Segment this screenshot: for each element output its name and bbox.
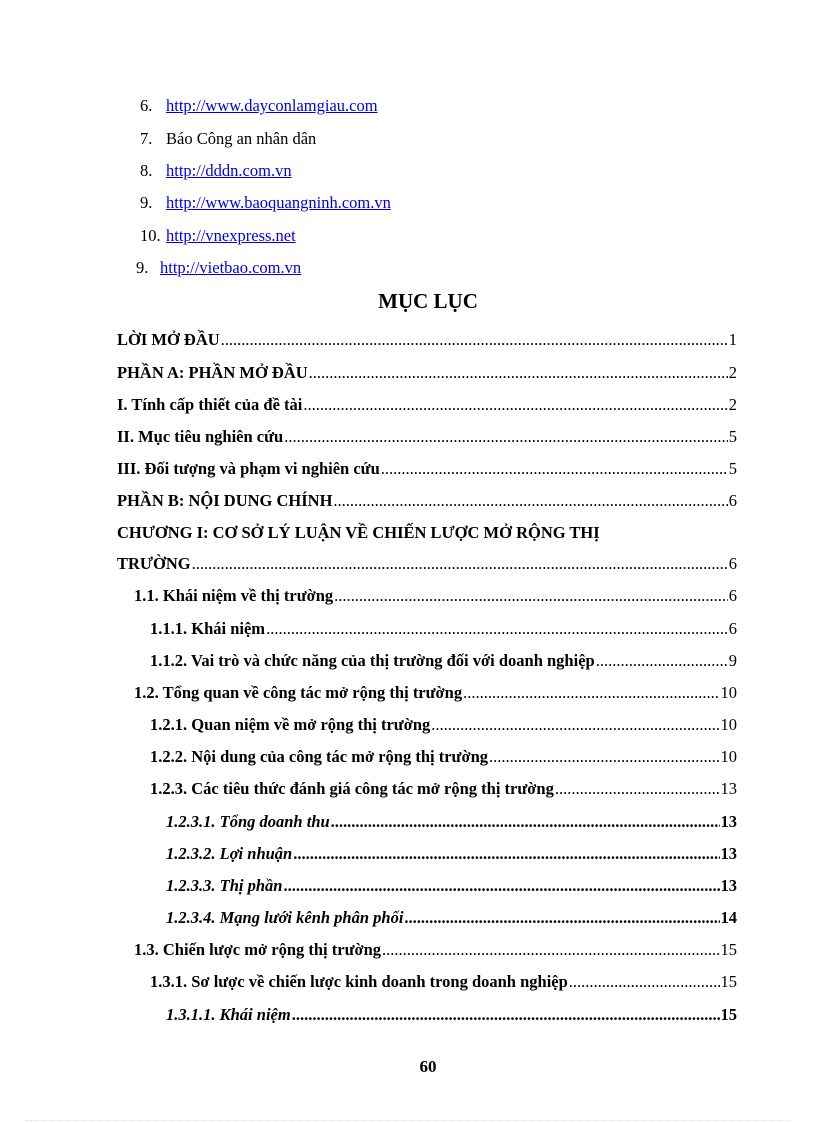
toc-entry-title: 1.2. Tổng quan về công tác mở rộng thị trường xyxy=(134,683,463,702)
toc-entry-title: CHƯƠNG I: CƠ SỞ LÝ LUẬN VỀ CHIẾN LƯỢC MỞ RỘNG THỊ xyxy=(117,523,600,542)
toc-entry[interactable] xyxy=(150,778,737,800)
toc-entry-page: 15 xyxy=(720,1005,737,1024)
toc-entry-title: 1.3.1. Sơ lược về chiến lược kinh doanh trong doanh nghiệp xyxy=(150,972,568,991)
toc-entry-title: PHẦN A: PHẦN MỞ ĐẦU xyxy=(117,363,308,382)
toc-entry-page: 13 xyxy=(720,844,737,863)
toc-entry-title: LỜI MỞ ĐẦU xyxy=(117,330,220,349)
toc-entry-page: 1 xyxy=(728,330,737,349)
toc-entry[interactable] xyxy=(117,458,737,480)
toc-entry[interactable] xyxy=(150,618,737,640)
page-number: 60 xyxy=(419,1057,437,1076)
page-bottom-border xyxy=(26,1120,790,1121)
reference-link[interactable]: http://dddn.com.vn xyxy=(166,161,292,180)
toc-entry-page: 5 xyxy=(728,459,737,478)
toc-entry-title: TRƯỜNG xyxy=(117,554,191,573)
reference-item xyxy=(136,258,301,278)
toc-entry-title: 1.2.3.3. Thị phần xyxy=(166,876,283,895)
toc-entry-title: 1.2.1. Quan niệm về mở rộng thị trường xyxy=(150,715,431,734)
toc-entry-page: 10 xyxy=(720,683,737,702)
toc-entry[interactable] xyxy=(166,843,737,865)
toc-entry-title: I. Tính cấp thiết của đề tài xyxy=(117,395,303,414)
toc-entry-title: 1.3.1.1. Khái niệm xyxy=(166,1005,291,1024)
toc-entry-title: III. Đối tượng và phạm vi nghiên cứu xyxy=(117,459,380,478)
toc-entry-page: 5 xyxy=(728,427,737,446)
reference-link[interactable]: http://www.baoquangninh.com.vn xyxy=(166,193,391,212)
toc-entry[interactable] xyxy=(134,682,737,704)
toc-entry-page: 10 xyxy=(720,715,737,734)
toc-entry-page: 10 xyxy=(720,747,737,766)
toc-entry[interactable] xyxy=(117,362,737,384)
reference-number: 8. xyxy=(140,161,153,180)
toc-entry-title: 1.1. Khái niệm về thị trường xyxy=(134,586,334,605)
reference-link[interactable]: http://vnexpress.net xyxy=(166,226,296,245)
toc-entry[interactable] xyxy=(150,746,737,768)
reference-item xyxy=(140,226,296,246)
toc-entry-page: 14 xyxy=(720,908,737,927)
toc-entry[interactable] xyxy=(150,650,737,672)
toc-entry[interactable] xyxy=(150,971,737,993)
toc-entry-page: 13 xyxy=(720,812,737,831)
reference-number: 9. xyxy=(140,193,153,212)
toc-entry[interactable] xyxy=(117,490,737,512)
reference-item xyxy=(140,129,316,149)
reference-text: Báo Công an nhân dân xyxy=(166,129,317,148)
toc-entry-title: 1.2.3. Các tiêu thức đánh giá công tác mở rộng thị trường xyxy=(150,779,554,798)
toc-entry-line1[interactable] xyxy=(117,522,737,544)
toc-entry[interactable] xyxy=(117,553,737,575)
toc-entry-title: 1.2.3.2. Lợi nhuận xyxy=(166,844,293,863)
reference-number: 9. xyxy=(136,258,149,277)
toc-entry-title: PHẦN B: NỘI DUNG CHÍNH xyxy=(117,491,333,510)
reference-item xyxy=(140,161,292,181)
toc-entry-title: 1.1.2. Vai trò và chức năng của thị trường đối với doanh nghiệp xyxy=(150,651,595,670)
reference-item xyxy=(140,193,391,213)
toc-entry-page: 2 xyxy=(728,395,737,414)
toc-entry-page: 6 xyxy=(728,619,737,638)
toc-entry[interactable] xyxy=(166,907,737,929)
toc-entry-title: 1.3. Chiến lược mở rộng thị trường xyxy=(134,940,382,959)
toc-entry[interactable] xyxy=(117,394,737,416)
toc-entry-page: 15 xyxy=(720,972,737,991)
toc-title: MỤC LỤC xyxy=(378,289,478,313)
reference-link[interactable]: http://www.dayconlamgiau.com xyxy=(166,96,378,115)
toc-entry-title: 1.2.3.1. Tổng doanh thu xyxy=(166,812,330,831)
reference-number: 7. xyxy=(140,129,153,148)
toc-entry-page: 6 xyxy=(728,554,737,573)
toc-entry-title: 1.2.2. Nội dung của công tác mở rộng thị trường xyxy=(150,747,489,766)
toc-entry-page: 15 xyxy=(720,940,737,959)
toc-entry[interactable] xyxy=(166,1004,737,1026)
toc-entry[interactable] xyxy=(166,811,737,833)
toc-entry-title: 1.2.3.4. Mạng lưới kênh phân phối xyxy=(166,908,404,927)
toc-entry-title: II. Mục tiêu nghiên cứu xyxy=(117,427,284,446)
toc-entry-page: 13 xyxy=(720,876,737,895)
toc-entry[interactable] xyxy=(134,939,737,961)
toc-entry[interactable] xyxy=(117,426,737,448)
reference-number: 6. xyxy=(140,96,153,115)
toc-entry[interactable] xyxy=(150,714,737,736)
toc-entry[interactable] xyxy=(166,875,737,897)
toc-entry-page: 9 xyxy=(728,651,737,670)
toc-entry-page: 13 xyxy=(720,779,737,798)
toc-entry-page: 6 xyxy=(728,586,737,605)
toc-entry-page: 6 xyxy=(728,491,737,510)
toc-entry-page: 2 xyxy=(728,363,737,382)
reference-item xyxy=(140,96,378,116)
toc-entry[interactable] xyxy=(117,329,737,351)
toc-entry-title: 1.1.1. Khái niệm xyxy=(150,619,266,638)
reference-number: 10. xyxy=(140,226,161,245)
toc-entry[interactable] xyxy=(134,585,737,607)
reference-link[interactable]: http://vietbao.com.vn xyxy=(160,258,302,277)
